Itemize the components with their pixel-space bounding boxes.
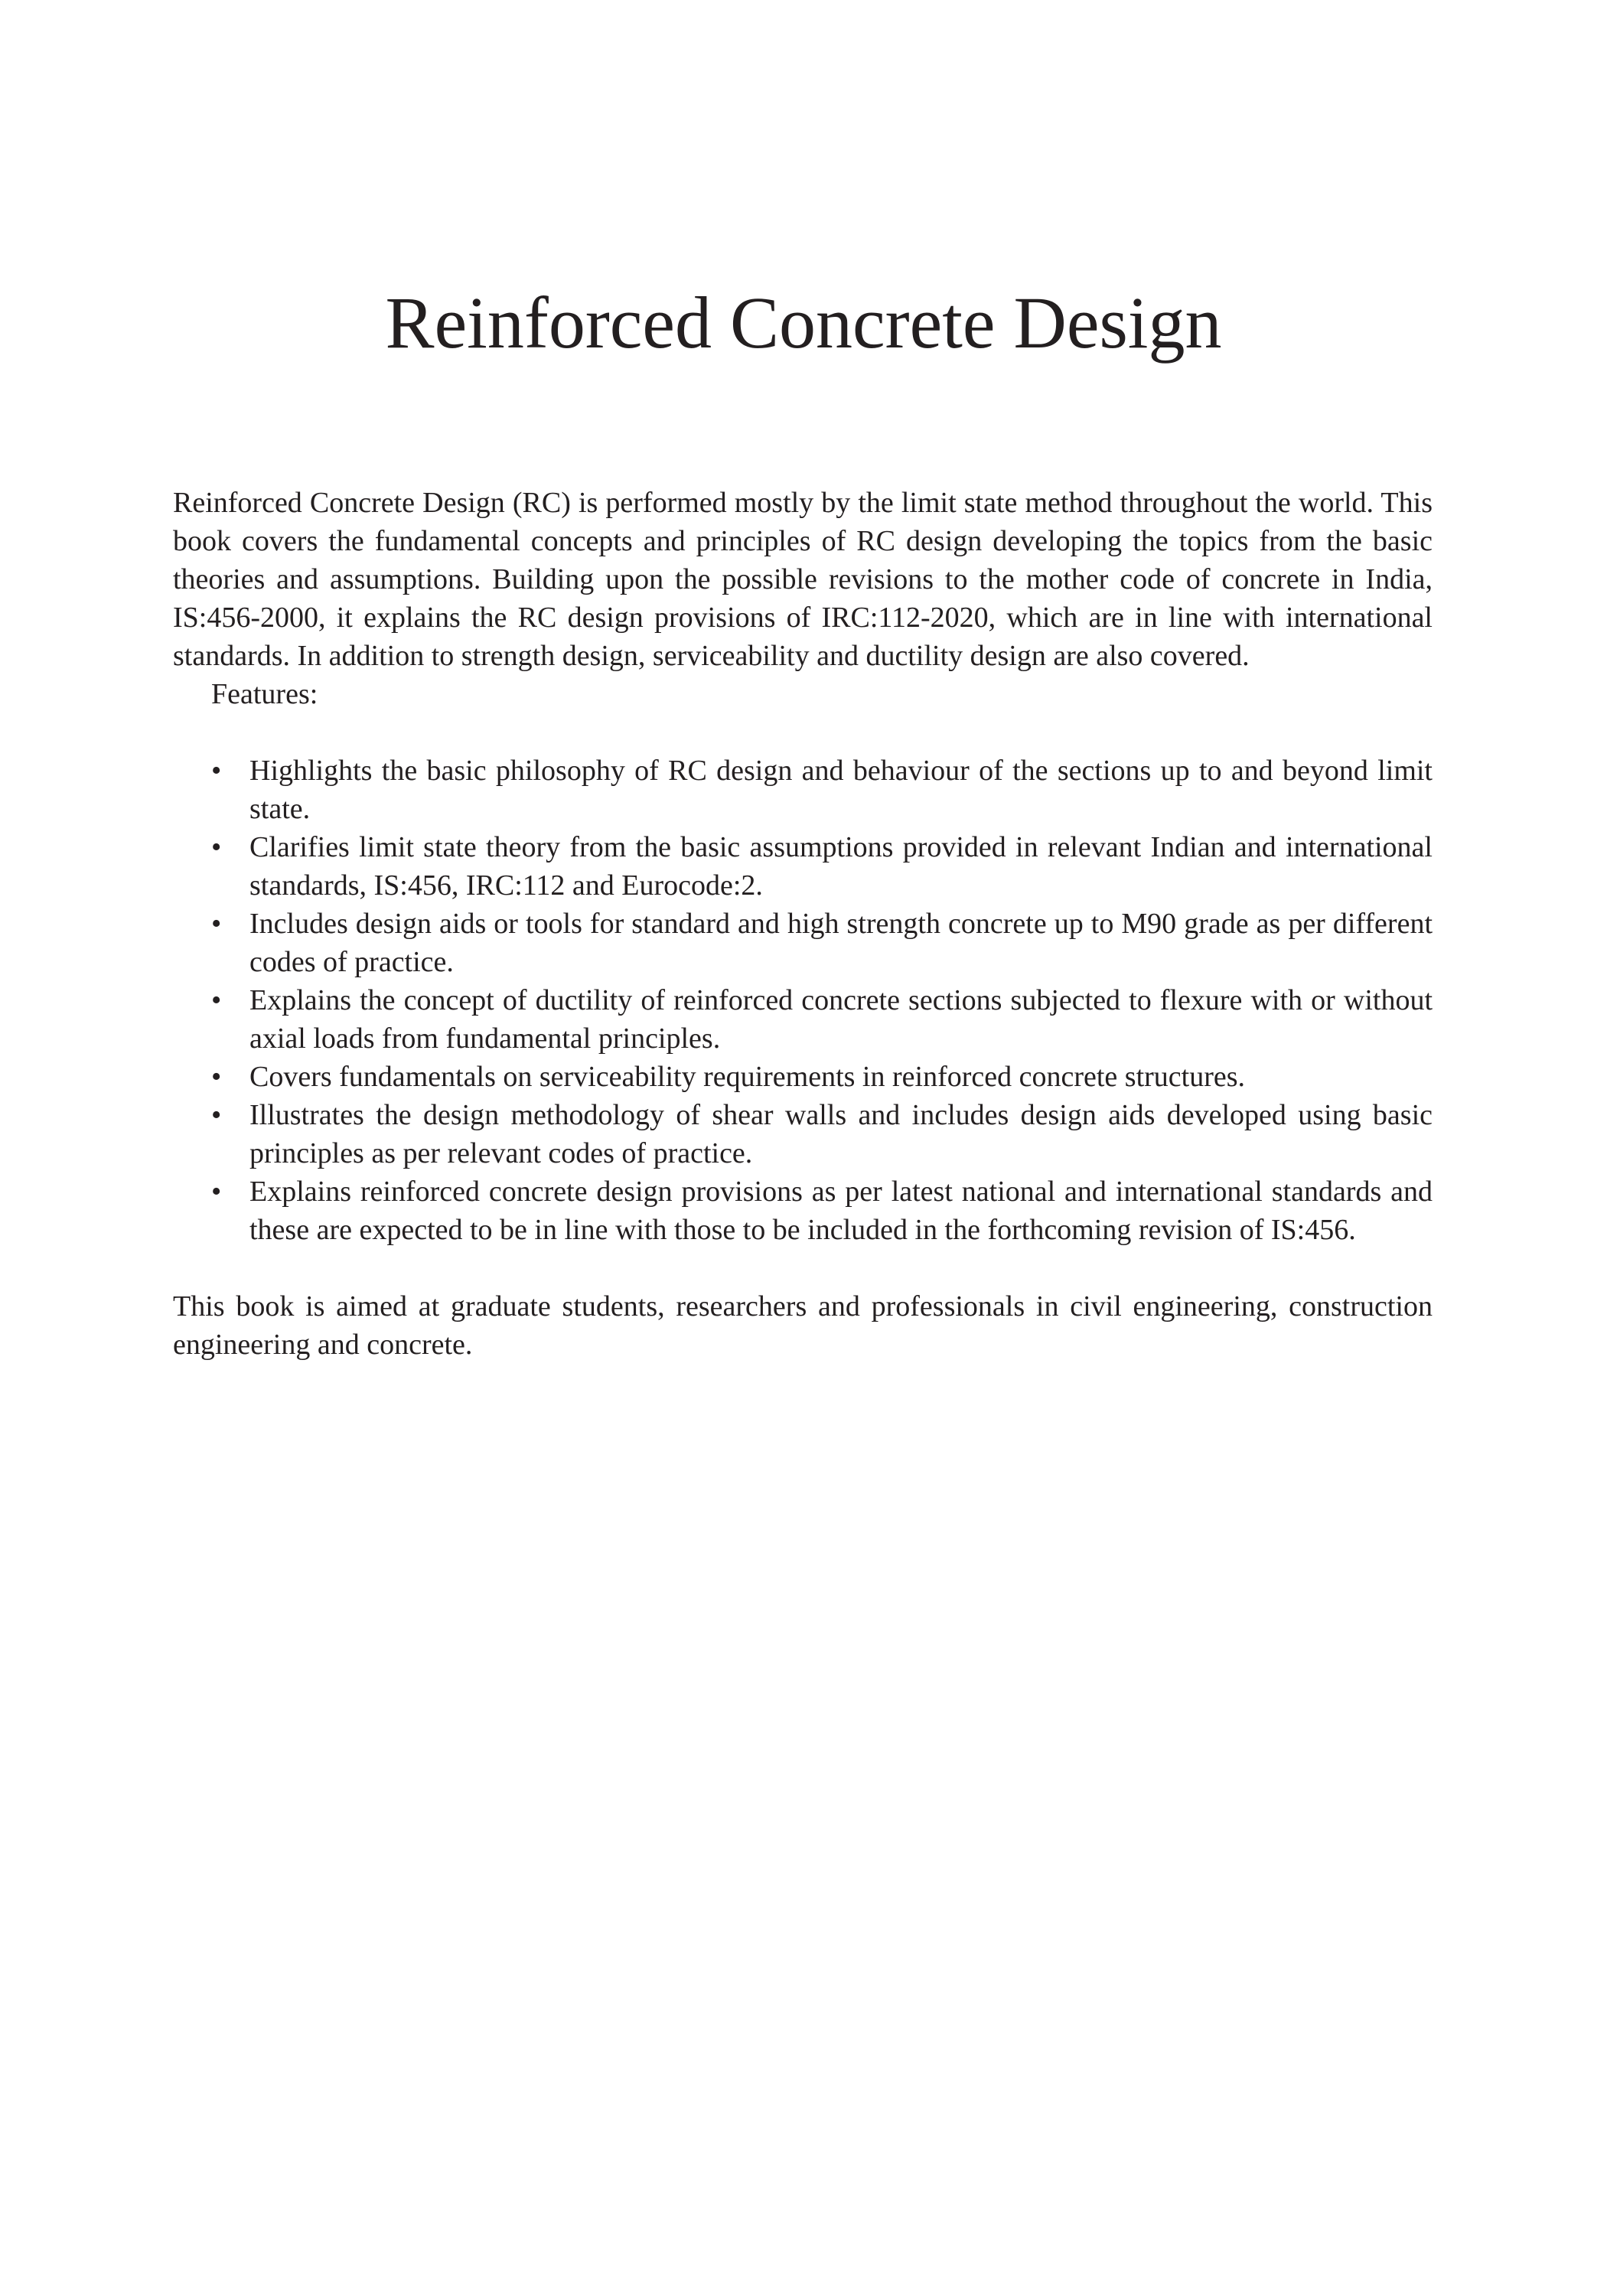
- feature-text: Illustrates the design methodology of shear walls and includes design aids developed using basic principles as per relevant codes of practice.: [249, 1099, 1433, 1169]
- feature-text: Explains reinforced concrete design provisions as per latest national and international standards and these are expected to be in line with those to be included in the forthcoming revision of IS:456.: [249, 1176, 1433, 1246]
- feature-list: [173, 752, 1433, 1249]
- bullet-icon: •: [211, 984, 222, 1016]
- feature-text: Explains the concept of ductility of reinforced concrete sections subjected to flexure with or without axial loads from fundamental principles.: [249, 984, 1433, 1055]
- feature-item: [173, 981, 1433, 1058]
- features-label: Features:: [211, 678, 318, 710]
- feature-item: [173, 1096, 1433, 1172]
- feature-item: [173, 1172, 1433, 1249]
- book-title: Reinforced Concrete Design: [385, 282, 1222, 364]
- feature-item: [173, 828, 1433, 905]
- feature-item: [173, 905, 1433, 981]
- feature-text: Highlights the basic philosophy of RC design and behaviour of the sections up to and beyond limit state.: [249, 755, 1433, 825]
- bullet-icon: •: [211, 831, 222, 863]
- closing-paragraph: This book is aimed at graduate students, researchers and professionals in civil engineering, construction engineering and concrete.: [173, 1290, 1433, 1361]
- book-description: [173, 484, 1433, 1364]
- intro-paragraph: Reinforced Concrete Design (RC) is performed mostly by the limit state method throughout the world. This book covers the fundamental concepts and principles of RC design developing the topics from the basic theories and assumptions. Building upon the possible revisions to the mother code of concrete in India, IS:456-2000, it explains the RC design provisions of IRC:112-2020, which are in line with international standards. In addition to strength design, serviceability and ductility design are also covered.: [173, 487, 1433, 672]
- bullet-icon: •: [211, 1061, 222, 1093]
- feature-item: [173, 1058, 1433, 1096]
- bullet-icon: •: [211, 1176, 222, 1208]
- bullet-icon: •: [211, 1099, 222, 1131]
- bullet-icon: •: [211, 908, 222, 940]
- feature-text: Includes design aids or tools for standard and high strength concrete up to M90 grade as per different codes of practice.: [249, 908, 1433, 978]
- feature-text: Covers fundamentals on serviceability requirements in reinforced concrete structures.: [249, 1061, 1246, 1093]
- bullet-icon: •: [211, 755, 222, 787]
- feature-item: [173, 752, 1433, 828]
- feature-text: Clarifies limit state theory from the basic assumptions provided in relevant Indian and international standards, IS:456, IRC:112 and Eurocode:2.: [249, 831, 1433, 902]
